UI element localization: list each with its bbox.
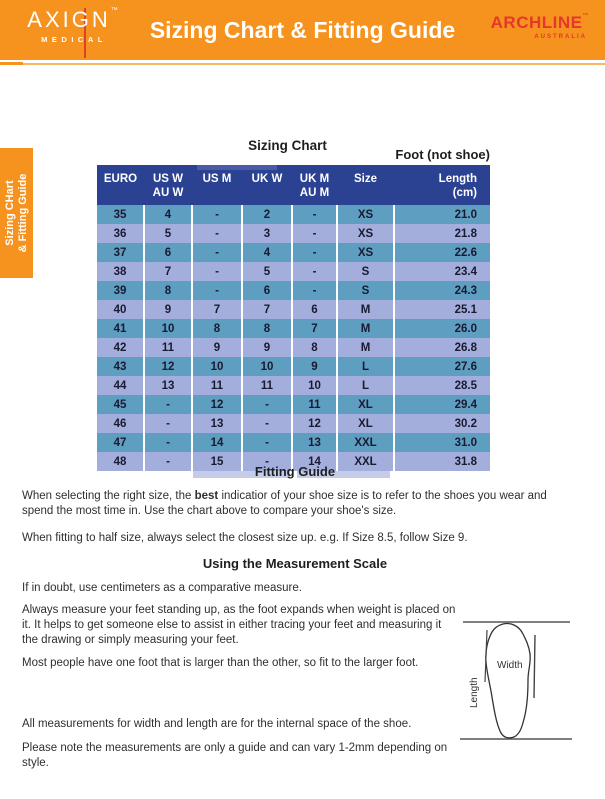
table-cell: 21.8 bbox=[394, 224, 490, 243]
table-row bbox=[97, 414, 490, 433]
table-cell: 15 bbox=[192, 452, 242, 471]
table-row bbox=[97, 433, 490, 452]
table-cell: 12 bbox=[292, 414, 337, 433]
table-cell: 7 bbox=[292, 319, 337, 338]
table-cell: 45 bbox=[97, 395, 144, 414]
table-cell: 26.0 bbox=[394, 319, 490, 338]
header-underline bbox=[0, 63, 605, 65]
side-tab-line-2: & Fitting Guide bbox=[16, 173, 29, 253]
table-cell: XL bbox=[337, 395, 394, 414]
table-cell: 23.4 bbox=[394, 262, 490, 281]
table-cell: 7 bbox=[242, 300, 292, 319]
table-row bbox=[97, 357, 490, 376]
table-cell: 46 bbox=[97, 414, 144, 433]
table-column-header: Size bbox=[337, 165, 394, 205]
table-cell: 9 bbox=[292, 357, 337, 376]
axign-logo bbox=[24, 7, 124, 44]
table-row bbox=[97, 243, 490, 262]
table-column-header: UK W bbox=[242, 165, 292, 205]
table-cell: 6 bbox=[292, 300, 337, 319]
table-column-header: US M bbox=[192, 165, 242, 205]
table-cell: 12 bbox=[144, 357, 192, 376]
table-row bbox=[97, 224, 490, 243]
table-cell: 42 bbox=[97, 338, 144, 357]
table-cell: 10 bbox=[242, 357, 292, 376]
trademark-icon: ™ bbox=[582, 13, 589, 19]
table-cell: - bbox=[192, 224, 242, 243]
table-cell: 8 bbox=[144, 281, 192, 300]
table-cell: 39 bbox=[97, 281, 144, 300]
table-cell: - bbox=[292, 281, 337, 300]
measurement-paragraph-2: Always measure your feet standing up, as the foot expands when weight is placed on it. It helps to get someone else to assist in either tracing your feet and measuring it the drawing or simply measuring your feet. bbox=[22, 604, 456, 647]
table-cell: L bbox=[337, 357, 394, 376]
table-cell: 9 bbox=[242, 338, 292, 357]
table-cell: L bbox=[337, 376, 394, 395]
table-cell: XL bbox=[337, 414, 394, 433]
table-cell: 11 bbox=[144, 338, 192, 357]
table-cell: 6 bbox=[144, 243, 192, 262]
table-cell: XS bbox=[337, 224, 394, 243]
table-row bbox=[97, 338, 490, 357]
table-cell: - bbox=[292, 262, 337, 281]
foot-not-shoe-note: Foot (not shoe) bbox=[395, 147, 490, 162]
table-cell: 36 bbox=[97, 224, 144, 243]
table-cell: XXL bbox=[337, 433, 394, 452]
table-cell: 8 bbox=[292, 338, 337, 357]
table-row bbox=[97, 300, 490, 319]
table-header-artifact bbox=[197, 165, 277, 170]
axign-name: AXIGN bbox=[27, 7, 111, 32]
paragraph-text: indicatior of your shoe size is to refer to the shoes you wear and spend the most time in. Use the chart above to compare your shoe's size. bbox=[22, 490, 547, 518]
table-row bbox=[97, 319, 490, 338]
table-cell: XXL bbox=[337, 452, 394, 471]
table-cell: S bbox=[337, 262, 394, 281]
table-cell: 10 bbox=[292, 376, 337, 395]
table-cell: 22.6 bbox=[394, 243, 490, 262]
axign-subtitle: MEDICAL bbox=[41, 35, 107, 44]
table-cell: 30.2 bbox=[394, 414, 490, 433]
table-cell: 37 bbox=[97, 243, 144, 262]
table-header-row bbox=[97, 165, 490, 205]
table-cell: - bbox=[192, 262, 242, 281]
table-cell: 21.0 bbox=[394, 205, 490, 224]
paragraph-bold-text: best bbox=[194, 490, 219, 502]
table-cell: 25.1 bbox=[394, 300, 490, 319]
table-cell: 44 bbox=[97, 376, 144, 395]
table-cell: 13 bbox=[192, 414, 242, 433]
table-body bbox=[97, 205, 490, 471]
table-cell: 47 bbox=[97, 433, 144, 452]
measurement-paragraph-1: If in doubt, use centimeters as a comparative measure. bbox=[22, 582, 302, 594]
table-cell: 14 bbox=[192, 433, 242, 452]
foot-measurement-diagram bbox=[455, 612, 575, 747]
table-cell: S bbox=[337, 281, 394, 300]
table-cell: 8 bbox=[192, 319, 242, 338]
table-cell: 27.6 bbox=[394, 357, 490, 376]
table-column-header: US W AU W bbox=[144, 165, 192, 205]
table-cell: 13 bbox=[292, 433, 337, 452]
table-cell: 7 bbox=[192, 300, 242, 319]
table-cell: - bbox=[144, 395, 192, 414]
table-cell: 11 bbox=[292, 395, 337, 414]
table-cell: 12 bbox=[192, 395, 242, 414]
table-cell: - bbox=[192, 281, 242, 300]
table-cell: 31.0 bbox=[394, 433, 490, 452]
foot-outline bbox=[486, 623, 530, 737]
table-cell: 5 bbox=[242, 262, 292, 281]
table-cell: 11 bbox=[242, 376, 292, 395]
archline-logo bbox=[484, 13, 589, 40]
sizing-chart-title: Sizing Chart bbox=[248, 138, 327, 153]
table-cell: M bbox=[337, 338, 394, 357]
measurement-scale-title: Using the Measurement Scale bbox=[202, 556, 388, 571]
table-cell: 8 bbox=[242, 319, 292, 338]
right-width-line bbox=[534, 635, 535, 698]
header-underline-accent bbox=[0, 62, 23, 65]
length-label: Length bbox=[469, 677, 480, 708]
side-tab-label bbox=[3, 148, 29, 278]
table-cell: 26.8 bbox=[394, 338, 490, 357]
table-cell: 4 bbox=[242, 243, 292, 262]
table-cell: XS bbox=[337, 243, 394, 262]
table-cell: - bbox=[242, 395, 292, 414]
table-cell: - bbox=[242, 414, 292, 433]
header-bar bbox=[0, 0, 605, 60]
table-cell: - bbox=[144, 452, 192, 471]
table-cell: XS bbox=[337, 205, 394, 224]
table-cell: 11 bbox=[192, 376, 242, 395]
measurement-paragraph-4: All measurements for width and length are for the internal space of the shoe. bbox=[22, 718, 412, 730]
table-header bbox=[97, 165, 490, 205]
sizing-table bbox=[97, 165, 490, 471]
table-cell: 29.4 bbox=[394, 395, 490, 414]
table-row bbox=[97, 376, 490, 395]
table-cell: 31.8 bbox=[394, 452, 490, 471]
table-cell: - bbox=[192, 205, 242, 224]
table-cell: 3 bbox=[242, 224, 292, 243]
table-cell: 38 bbox=[97, 262, 144, 281]
table-cell: M bbox=[337, 319, 394, 338]
table-column-header: UK M AU M bbox=[292, 165, 337, 205]
table-cell: - bbox=[242, 433, 292, 452]
table-cell: 14 bbox=[292, 452, 337, 471]
paragraph-text: When selecting the right size, the bbox=[22, 490, 195, 502]
table-column-header: EURO bbox=[97, 165, 144, 205]
table-column-header: Length (cm) bbox=[394, 165, 490, 205]
fitting-guide-paragraph-1 bbox=[22, 489, 578, 519]
side-tab-line-1: Sizing CHart bbox=[3, 180, 16, 246]
table-cell: 9 bbox=[144, 300, 192, 319]
sizing-guide-side-tab[interactable] bbox=[0, 148, 33, 278]
table-cell: 48 bbox=[97, 452, 144, 471]
table-cell: - bbox=[144, 433, 192, 452]
table-cell: 41 bbox=[97, 319, 144, 338]
measurement-paragraph-5: Please note the measurements are only a guide and can vary 1-2mm depending on style. bbox=[22, 742, 448, 770]
archline-name: ARCHLINE bbox=[490, 13, 583, 32]
table-cell: 4 bbox=[144, 205, 192, 224]
table-cell: 10 bbox=[144, 319, 192, 338]
width-label: Width bbox=[497, 660, 523, 671]
table-cell: - bbox=[292, 224, 337, 243]
table-cell: 40 bbox=[97, 300, 144, 319]
table-cell: - bbox=[292, 243, 337, 262]
table-row bbox=[97, 205, 490, 224]
table-cell: - bbox=[292, 205, 337, 224]
table-cell: 2 bbox=[242, 205, 292, 224]
table-cell: 5 bbox=[144, 224, 192, 243]
table-row bbox=[97, 281, 490, 300]
table-cell: 10 bbox=[192, 357, 242, 376]
table-cell: - bbox=[144, 414, 192, 433]
axign-wordmark bbox=[24, 7, 124, 33]
table-cell: 28.5 bbox=[394, 376, 490, 395]
table-cell: 35 bbox=[97, 205, 144, 224]
table-cell: 13 bbox=[144, 376, 192, 395]
table-row bbox=[97, 262, 490, 281]
table-cell: M bbox=[337, 300, 394, 319]
table-cell: 43 bbox=[97, 357, 144, 376]
archline-wordmark bbox=[484, 13, 589, 33]
trademark-icon: ™ bbox=[110, 7, 121, 14]
archline-subtitle: AUSTRALIA bbox=[534, 34, 587, 40]
table-cell: 24.3 bbox=[394, 281, 490, 300]
fitting-guide-paragraph-2: When fitting to half size, always select the closest size up. e.g. If Size 8.5, follow Size 9. bbox=[22, 532, 468, 544]
table-row bbox=[97, 395, 490, 414]
table-cell: 6 bbox=[242, 281, 292, 300]
fitting-guide-title: Fitting Guide bbox=[254, 464, 336, 479]
page-title: Sizing Chart & Fitting Guide bbox=[149, 17, 456, 43]
table-cell: 9 bbox=[192, 338, 242, 357]
table-cell: 7 bbox=[144, 262, 192, 281]
table-cell: - bbox=[242, 452, 292, 471]
measurement-paragraph-3: Most people have one foot that is larger than the other, so fit to the larger foot. bbox=[22, 657, 419, 669]
table-cell: - bbox=[192, 243, 242, 262]
